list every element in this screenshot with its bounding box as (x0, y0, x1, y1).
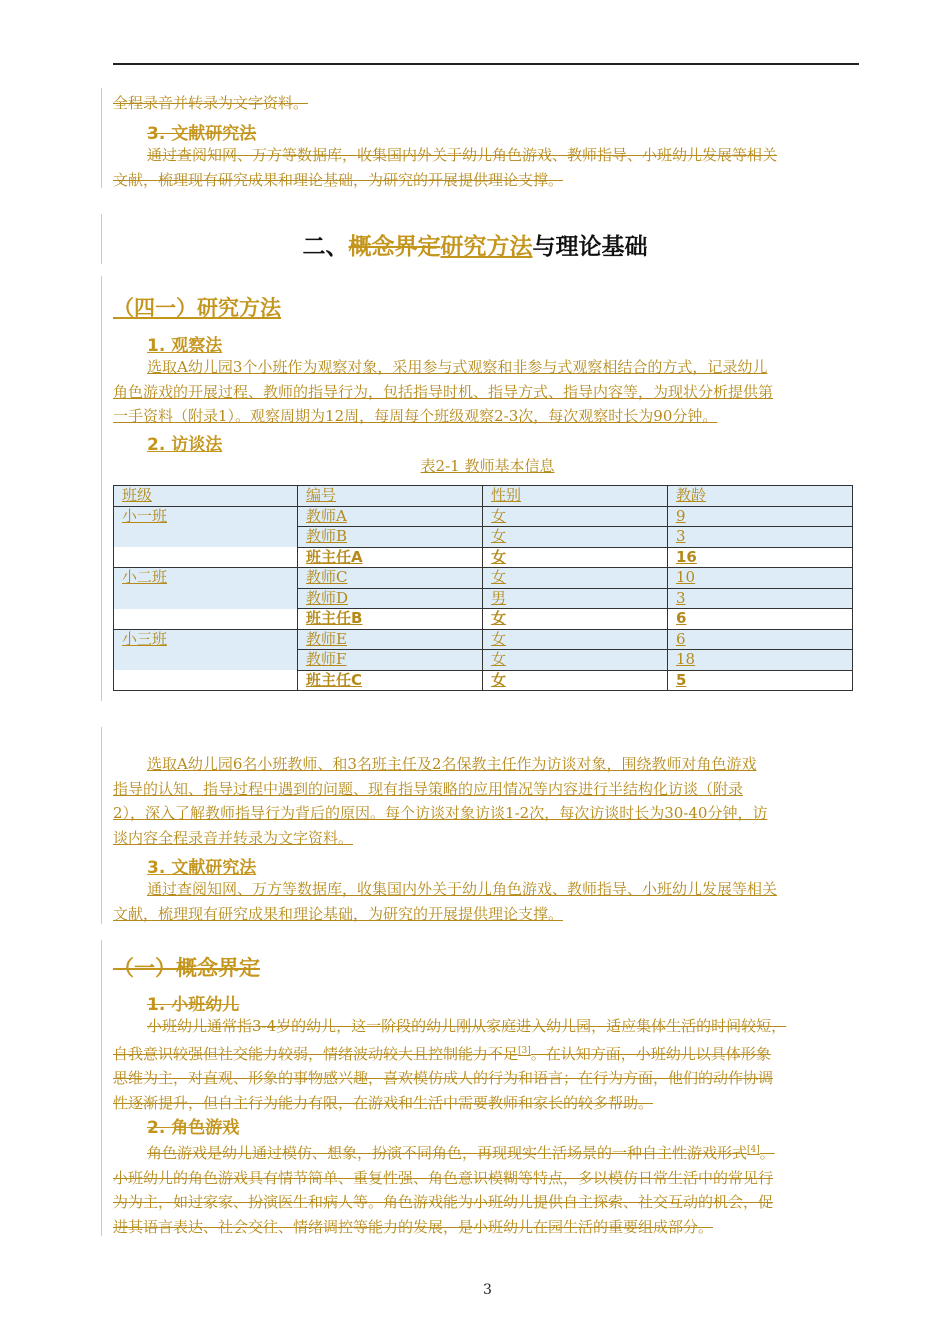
table-cell: 班主任C (298, 670, 483, 691)
class-cell-empty (114, 609, 298, 630)
table-cell: 6 (668, 609, 853, 630)
table-cell: 教师B (298, 527, 483, 548)
change-bar (101, 727, 102, 924)
concept-paragraph-role-play: 角色游戏是幼儿通过模仿、想象，扮演不同角色，再现现实生活场景的一种自主性游戏形式[4]。 小班幼儿的角色游戏具有情节简单、重复性强、角色意识模糊等特点，多以模仿日常生活中的常见行 为为主，如过家家、扮演医生和病人等。角色游戏能为小班幼儿提供自主探索、社交互动的机会，促 进其语言表达、社会交往、情绪调控等能力的发展，是小班幼儿在园生活的重要组成部分。 (113, 1144, 775, 1236)
table-row (114, 568, 853, 589)
citation-ref: [4] (747, 1145, 760, 1155)
top-fragment-line: 全程录音并转录为文字资料。 (113, 94, 309, 112)
table-header-cell: 性别 (483, 486, 668, 507)
literature-paragraph: 通过查阅知网、万方等数据库，收集国内外关于幼儿角色游戏、教师指导、小班幼儿发展等相关 文献，梳理现有研究成果和理论基础，为研究的开展提供理论支撑。 (113, 880, 778, 923)
class-cell-empty (114, 588, 298, 609)
table-cell: 18 (668, 650, 853, 671)
table-cell: 女 (483, 547, 668, 568)
table-cell: 女 (483, 609, 668, 630)
literature-heading: 3. 文献研究法 (147, 858, 257, 878)
table-header-row (114, 486, 853, 507)
concept-heading-role-play: 2. 角色游戏 (147, 1118, 240, 1138)
interview-heading: 2. 访谈法 (147, 435, 223, 455)
table-row (114, 527, 853, 548)
table-cell: 教师E (298, 629, 483, 650)
table-cell: 男 (483, 588, 668, 609)
table-cell: 5 (668, 670, 853, 691)
table-cell: 女 (483, 506, 668, 527)
table-cell: 女 (483, 670, 668, 691)
table-row (114, 547, 853, 568)
table-header-cell: 班级 (114, 486, 298, 507)
class-cell: 小二班 (114, 568, 298, 589)
change-bar (101, 88, 102, 188)
table-cell: 教师A (298, 506, 483, 527)
table-cell: 女 (483, 527, 668, 548)
observation-paragraph: 选取A幼儿园3个小班作为观察对象，采用参与式观察和非参与式观察相结合的方式，记录幼儿 角色游戏的开展过程、教师的指导行为，包括指导时机、指导方式、指导内容等，为现状分析提供第 一手资料（附录1）。观察周期为12周，每周每个班级观察2-3次，每次观察时长为90分钟。 (113, 358, 774, 425)
top-lit-paragraph: 通过查阅知网、万方等数据库，收集国内外关于幼儿角色游戏、教师指导、小班幼儿发展等相关 文献，梳理现有研究成果和理论基础，为研究的开展提供理论支撑。 (113, 146, 778, 189)
table-cell: 16 (668, 547, 853, 568)
concept-heading-small-class: 1. 小班幼儿 (147, 995, 240, 1015)
table-caption: 表2-1 教师基本信息 (420, 457, 555, 475)
table-row (114, 506, 853, 527)
class-cell-empty (114, 547, 298, 568)
table-row (114, 588, 853, 609)
class-cell-empty (114, 527, 298, 548)
section-title-methods: （四一）研究方法 (113, 296, 281, 320)
table-row (114, 609, 853, 630)
interview-paragraph: 选取A幼儿园6名小班教师、和3名班主任及2名保教主任作为访谈对象，围绕教师对角色游戏 指导的认知、指导过程中遇到的问题、现有指导策略的应用情况等内容进行半结构化访谈（附录 2），深入了解教师指导行为背后的原因。每个访谈对象访谈1-2次，每次访谈时长为30-40分钟，访 谈内容全程录音并转录为文字资料。 (113, 755, 768, 847)
table-cell: 3 (668, 527, 853, 548)
table-cell: 女 (483, 629, 668, 650)
table-header-cell: 教龄 (668, 486, 853, 507)
top-lit-heading: 3. 文献研究法 (147, 124, 257, 144)
section-title-concepts: （一）概念界定 (113, 956, 260, 980)
table-cell: 9 (668, 506, 853, 527)
class-cell-empty (114, 670, 298, 691)
table-row (114, 650, 853, 671)
table-row (114, 629, 853, 650)
observation-heading: 1. 观察法 (147, 336, 223, 356)
change-bar (101, 940, 102, 1236)
table-cell: 6 (668, 629, 853, 650)
table-cell: 教师D (298, 588, 483, 609)
table-cell: 3 (668, 588, 853, 609)
change-bar (101, 276, 102, 701)
teacher-info-table (113, 485, 853, 691)
table-cell: 班主任B (298, 609, 483, 630)
chapter-title: 二、概念界定研究方法与理论基础 (302, 234, 648, 260)
table-cell: 10 (668, 568, 853, 589)
header-rule (113, 63, 859, 65)
table-cell: 女 (483, 650, 668, 671)
table-header-cell: 编号 (298, 486, 483, 507)
concept-paragraph-small-class: 小班幼儿通常指3-4岁的幼儿，这一阶段的幼儿刚从家庭进入幼儿园，适应集体生活的时间较短， 自我意识较强但社交能力较弱，情绪波动较大且控制能力不足[3]。在认知方面，小班幼儿以具体形象 思维为主，对直观、形象的事物感兴趣，喜欢模仿成人的行为和语言；在行为方面，他们的动作协调 性逐渐提升，但自主行为能力有限，在游戏和生活中需要教师和家长的较多帮助。 (113, 1017, 787, 1112)
table-cell: 女 (483, 568, 668, 589)
table-row (114, 670, 853, 691)
class-cell-empty (114, 650, 298, 671)
table-cell: 班主任A (298, 547, 483, 568)
class-cell: 小三班 (114, 629, 298, 650)
table-cell: 教师F (298, 650, 483, 671)
citation-ref: [3] (518, 1045, 531, 1056)
class-cell: 小一班 (114, 506, 298, 527)
page-number: 3 (483, 1282, 492, 1298)
table-cell: 教师C (298, 568, 483, 589)
